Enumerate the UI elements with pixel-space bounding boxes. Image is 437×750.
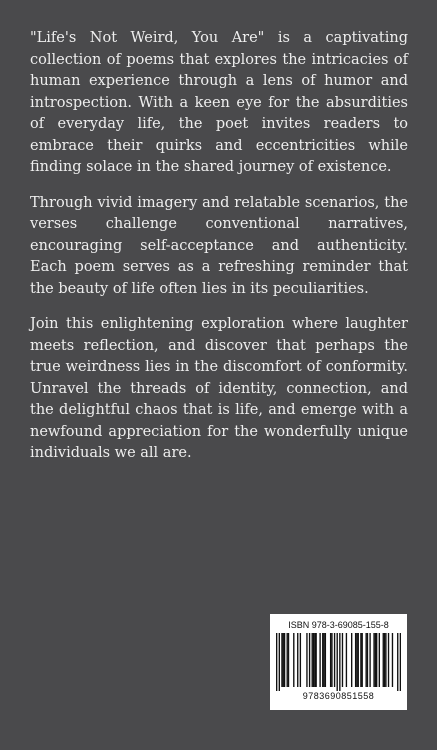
barcode-bar xyxy=(384,633,385,687)
barcode-bar xyxy=(351,633,352,687)
barcode-bar xyxy=(365,633,366,687)
barcode-bar xyxy=(331,633,332,687)
barcode-bar xyxy=(383,633,384,687)
barcode-bar xyxy=(367,633,368,687)
barcode-bar xyxy=(334,633,335,687)
barcode-bar xyxy=(388,633,389,687)
barcode-bar xyxy=(314,633,315,687)
barcode-bar xyxy=(309,633,310,687)
barcode-bar xyxy=(400,633,401,691)
barcode-bar xyxy=(342,633,343,687)
barcode-bar xyxy=(288,633,289,687)
barcode-bar xyxy=(379,633,380,687)
barcode-bar xyxy=(281,633,282,687)
barcode-bar xyxy=(346,633,347,687)
barcode-bar xyxy=(360,633,361,687)
barcode-bar xyxy=(323,633,324,687)
barcode-bar xyxy=(362,633,363,687)
barcode-bars xyxy=(276,633,401,691)
barcode-bar xyxy=(312,633,313,687)
barcode-bar xyxy=(385,633,386,687)
barcode-bar xyxy=(306,633,307,687)
barcode-bar xyxy=(397,633,398,691)
barcode-bar xyxy=(279,633,280,691)
barcode-bar xyxy=(276,633,277,691)
isbn-label: ISBN 978-3-69085-155-8 xyxy=(288,620,389,630)
barcode-bar xyxy=(339,633,340,691)
barcode-digits: 9783690851558 xyxy=(302,691,375,701)
barcode-bar xyxy=(369,633,370,687)
barcode-bar xyxy=(355,633,356,687)
barcode-bar xyxy=(315,633,316,687)
isbn-barcode xyxy=(270,614,407,710)
barcode-bar xyxy=(356,633,357,687)
barcode-bar xyxy=(373,633,374,687)
barcode-bar xyxy=(375,633,376,687)
barcode-bar xyxy=(358,633,359,687)
barcode-bar xyxy=(376,633,377,687)
barcode-bar xyxy=(330,633,331,687)
barcode-bar xyxy=(325,633,326,687)
blurb-text xyxy=(30,28,408,479)
barcode-bar xyxy=(284,633,285,687)
barcode-bar xyxy=(297,633,298,687)
barcode-bar xyxy=(300,633,301,687)
barcode-bar xyxy=(313,633,314,687)
barcode-bar xyxy=(319,633,320,687)
blurb-paragraph-2: Through vivid imagery and relatable scenarios, the verses challenge conventional narratives, encouraging self-acceptance and authenticity. Each poem serves as a refreshing reminder that the beauty of life often lies in its peculiarities. xyxy=(30,194,408,297)
barcode-bar xyxy=(283,633,284,687)
blurb-paragraph-1: "Life's Not Weird, You Are" is a captivating collection of poems that explores the intricacies of human experience through a lens of humor and introspection. With a keen eye for the absurdities of everyday life, the poet invites readers to embrace their quirks and eccentricities while finding solace in the shared journey of existence. xyxy=(30,30,408,175)
barcode-bar xyxy=(287,633,288,687)
barcode-bar xyxy=(392,633,393,687)
blurb-paragraph-3: Join this enlightening exploration where laughter meets reflection, and discover that perhaps the true weirdness lies in the discomfort of conformity. Unravel the threads of identity, connection, and the delightful chaos that is life, and emerge with a newfound appreciation for the wonderfully unique individuals we all are. xyxy=(30,316,408,461)
barcode-bar xyxy=(337,633,338,691)
barcode-bar xyxy=(293,633,294,687)
barcode-bar xyxy=(322,633,323,687)
